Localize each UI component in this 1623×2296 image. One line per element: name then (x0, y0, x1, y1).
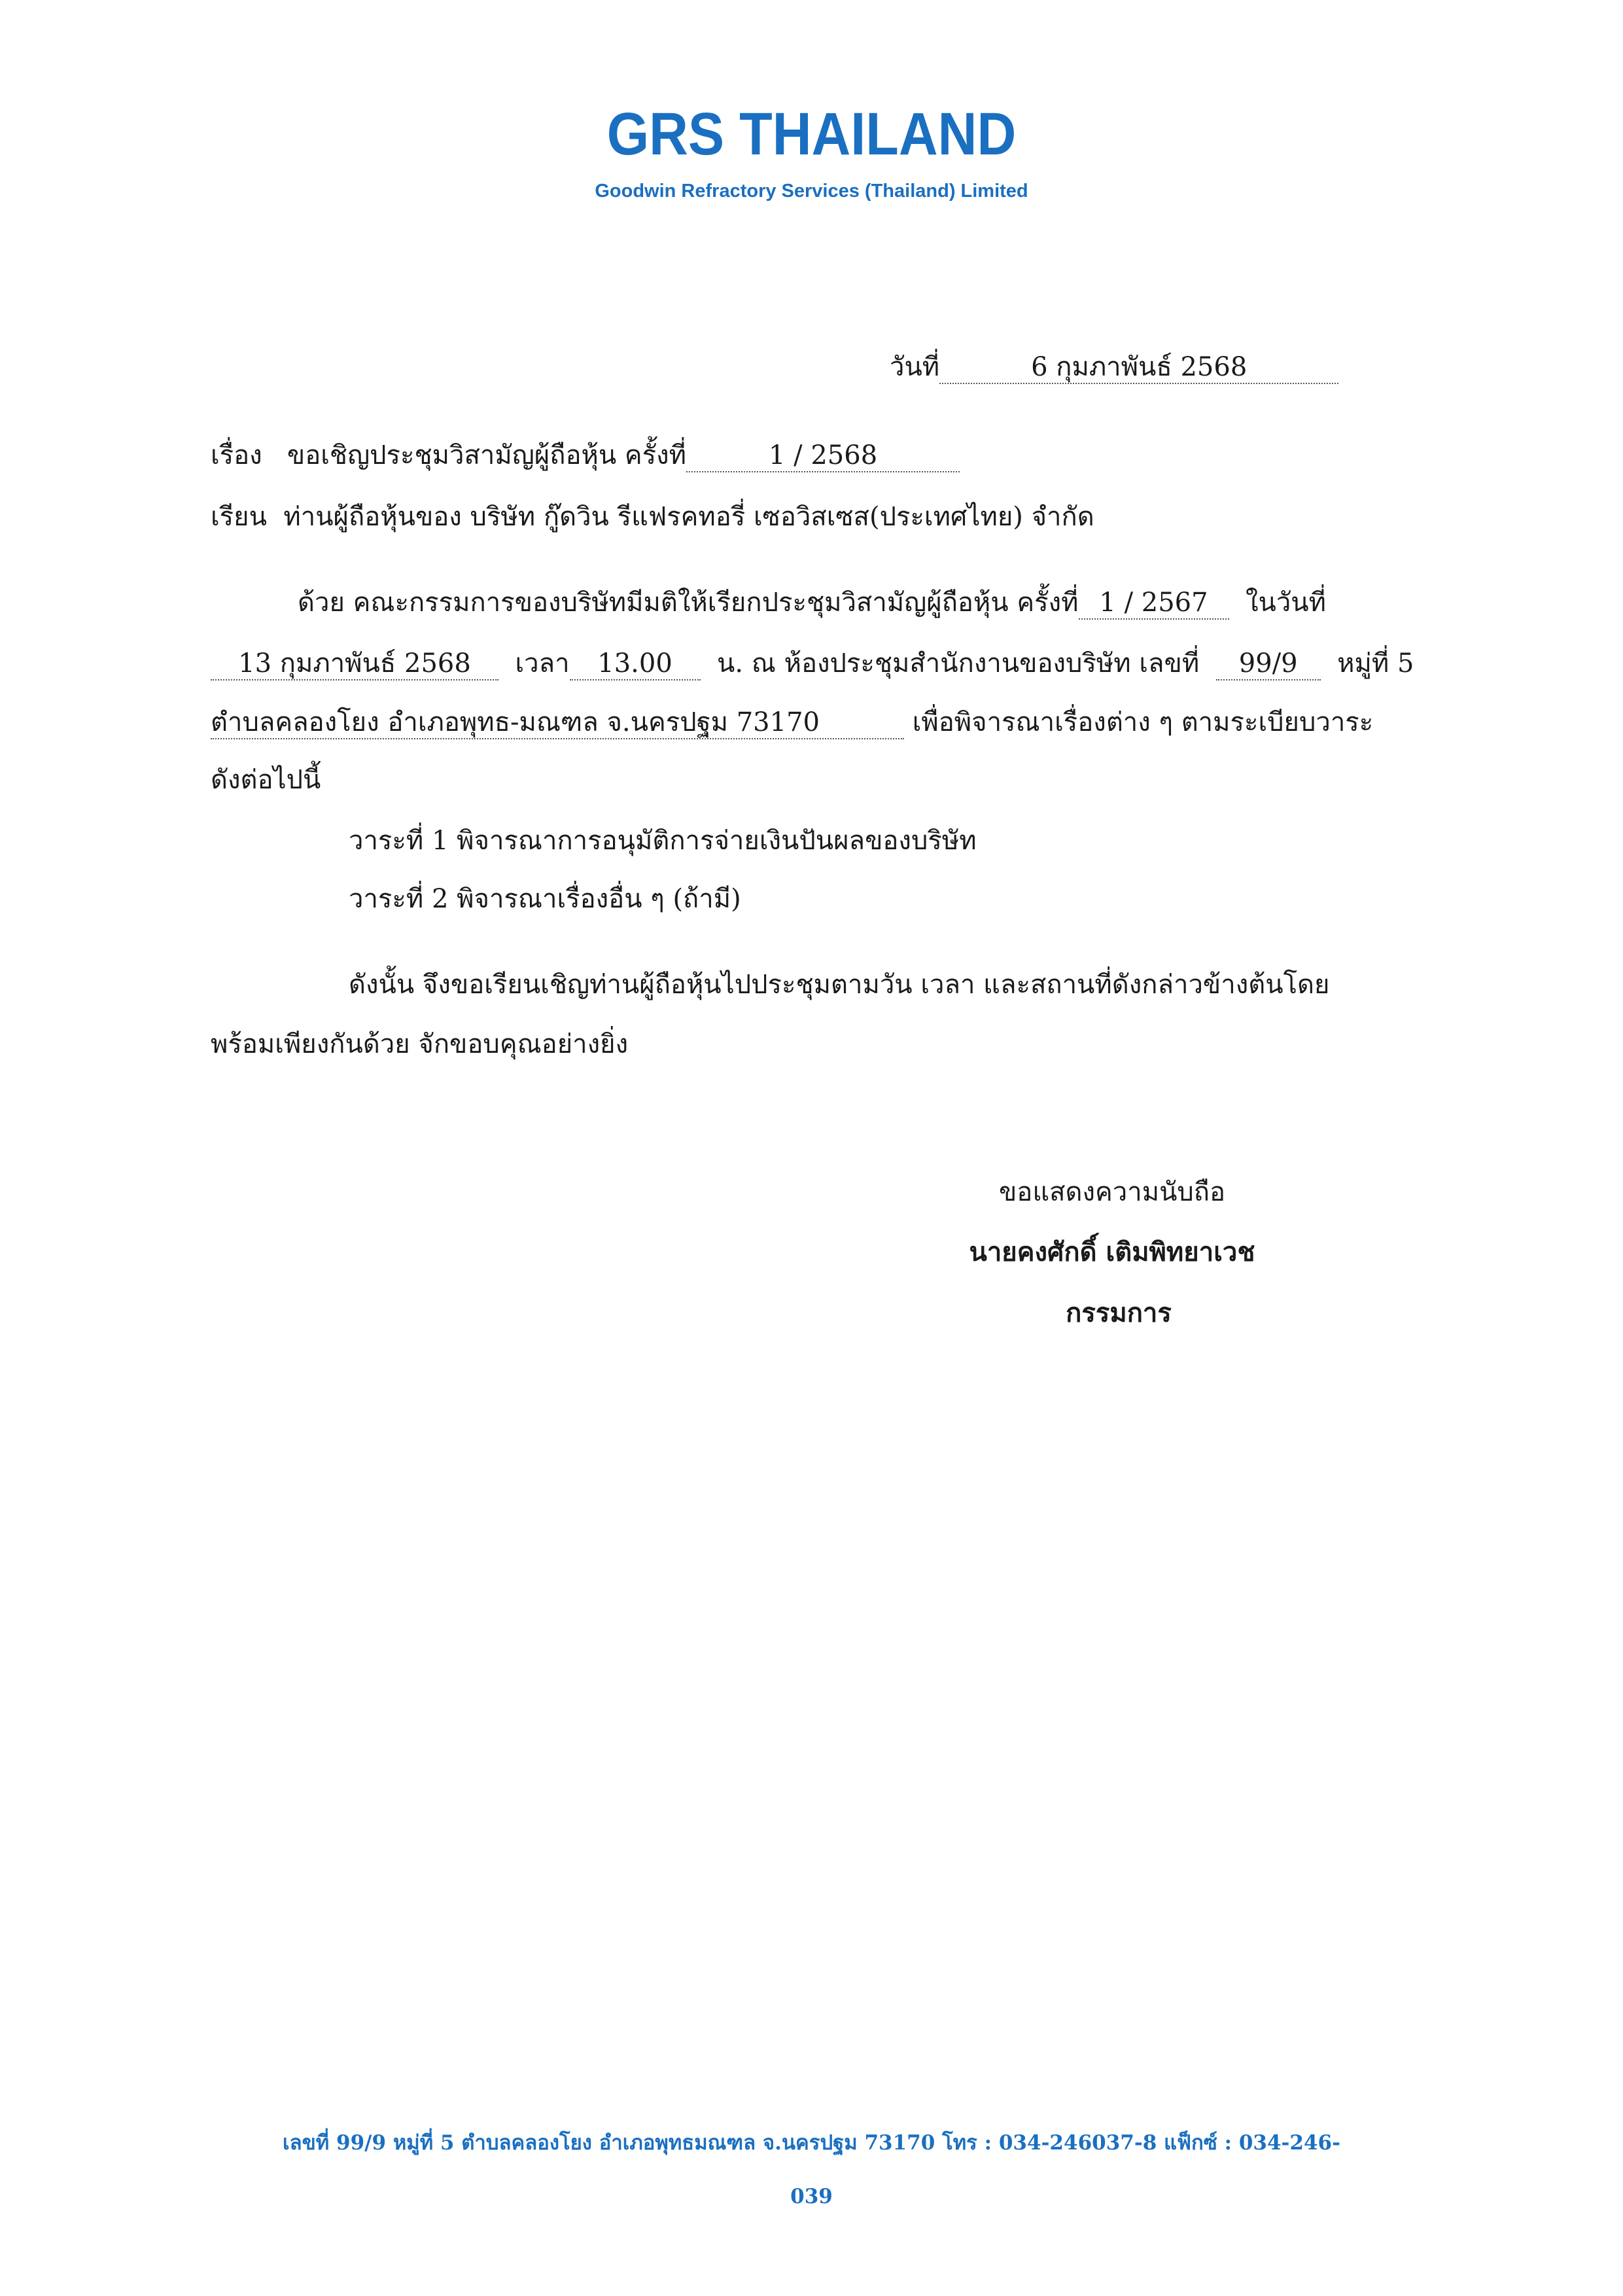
footer-address-continuation: 039 (790, 2185, 833, 2208)
signature-closing: ขอแสดงความนับถือ (998, 1177, 1226, 1207)
venue-text: น. ณ ห้องประชุมสำนักงานของบริษัท เลขที่ (716, 648, 1200, 679)
company-full-name: Goodwin Refractory Services (Thailand) Limited (595, 181, 1028, 202)
purpose-text: เพื่อพิจารณาเรื่องต่าง ๆ ตามระเบียบวาระ (912, 707, 1374, 737)
agenda-item-2: วาระที่ 2 พิจารณาเรื่องอื่น ๆ (ถ้ามี) (349, 884, 741, 914)
address-number: 99/9 (1216, 648, 1321, 680)
purpose-continuation: ดังต่อไปนี้ (211, 765, 321, 795)
body-paragraph-line-1 (298, 587, 1326, 620)
recipient-line (211, 501, 1094, 533)
moo-text: หมู่ที่ 5 (1337, 648, 1414, 679)
time-label: เวลา (515, 648, 570, 679)
intro-text: ด้วย คณะกรรมการของบริษัทมีมติให้เรียกประชุมวิสามัญผู้ถือหุ้น ครั้งที่ (298, 588, 1079, 618)
subject-text: ขอเชิญประชุมวิสามัญผู้ถือหุ้น ครั้งที่ (287, 440, 687, 470)
address-area: ตำบลคลองโยง อำเภอพุทธ-มณฑล จ.นครปฐม 73170 (211, 707, 904, 739)
date-line (890, 351, 1338, 384)
signer-name: นายคงศักดิ์ เติมพิทยาเวช (969, 1237, 1255, 1267)
recipient-text: ท่านผู้ถือหุ้นของ บริษัท กู๊ดวิน รีแฟรคทอรี่ เซอวิสเซส(ประเทศไทย) จำกัด (283, 502, 1094, 532)
on-date-label: ในวันที่ (1245, 588, 1326, 618)
closing-paragraph-line-1: ดังนั้น จึงขอเรียนเชิญท่านผู้ถือหุ้นไปประชุมตามวัน เวลา และสถานที่ดังกล่าวข้างต้นโดย (349, 970, 1330, 1000)
footer-address: เลขที่ 99/9 หมู่ที่ 5 ตำบลคลองโยง อำเภอพุทธมณฑล จ.นครปฐม 73170 โทร : 034-246037-8 แฟ็กซ์ : 034-246- (282, 2131, 1340, 2155)
date-label: วันที่ (890, 352, 940, 382)
signer-position: กรรมการ (1066, 1298, 1172, 1328)
subject-line (211, 440, 960, 472)
subject-label: เรื่อง (211, 440, 262, 470)
body-paragraph-line-3 (211, 707, 1373, 739)
date-value: 6 กุมภาพันธ์ 2568 (939, 351, 1338, 384)
closing-paragraph-line-2: พร้อมเพียงกันด้วย จักขอบคุณอย่างยิ่ง (211, 1029, 629, 1059)
meeting-number: 1 / 2567 (1079, 587, 1229, 620)
subject-number: 1 / 2568 (686, 440, 960, 472)
agenda-item-1: วาระที่ 1 พิจารณาการอนุมัติการจ่ายเงินปันผลของบริษัท (349, 826, 977, 856)
company-logo-title: GRS THAILAND (606, 101, 1017, 168)
body-paragraph-line-4 (211, 764, 321, 796)
recipient-label: เรียน (211, 502, 267, 532)
body-paragraph-line-2 (211, 648, 1414, 680)
meeting-date: 13 กุมภาพันธ์ 2568 (211, 648, 498, 680)
meeting-time: 13.00 (570, 648, 701, 680)
